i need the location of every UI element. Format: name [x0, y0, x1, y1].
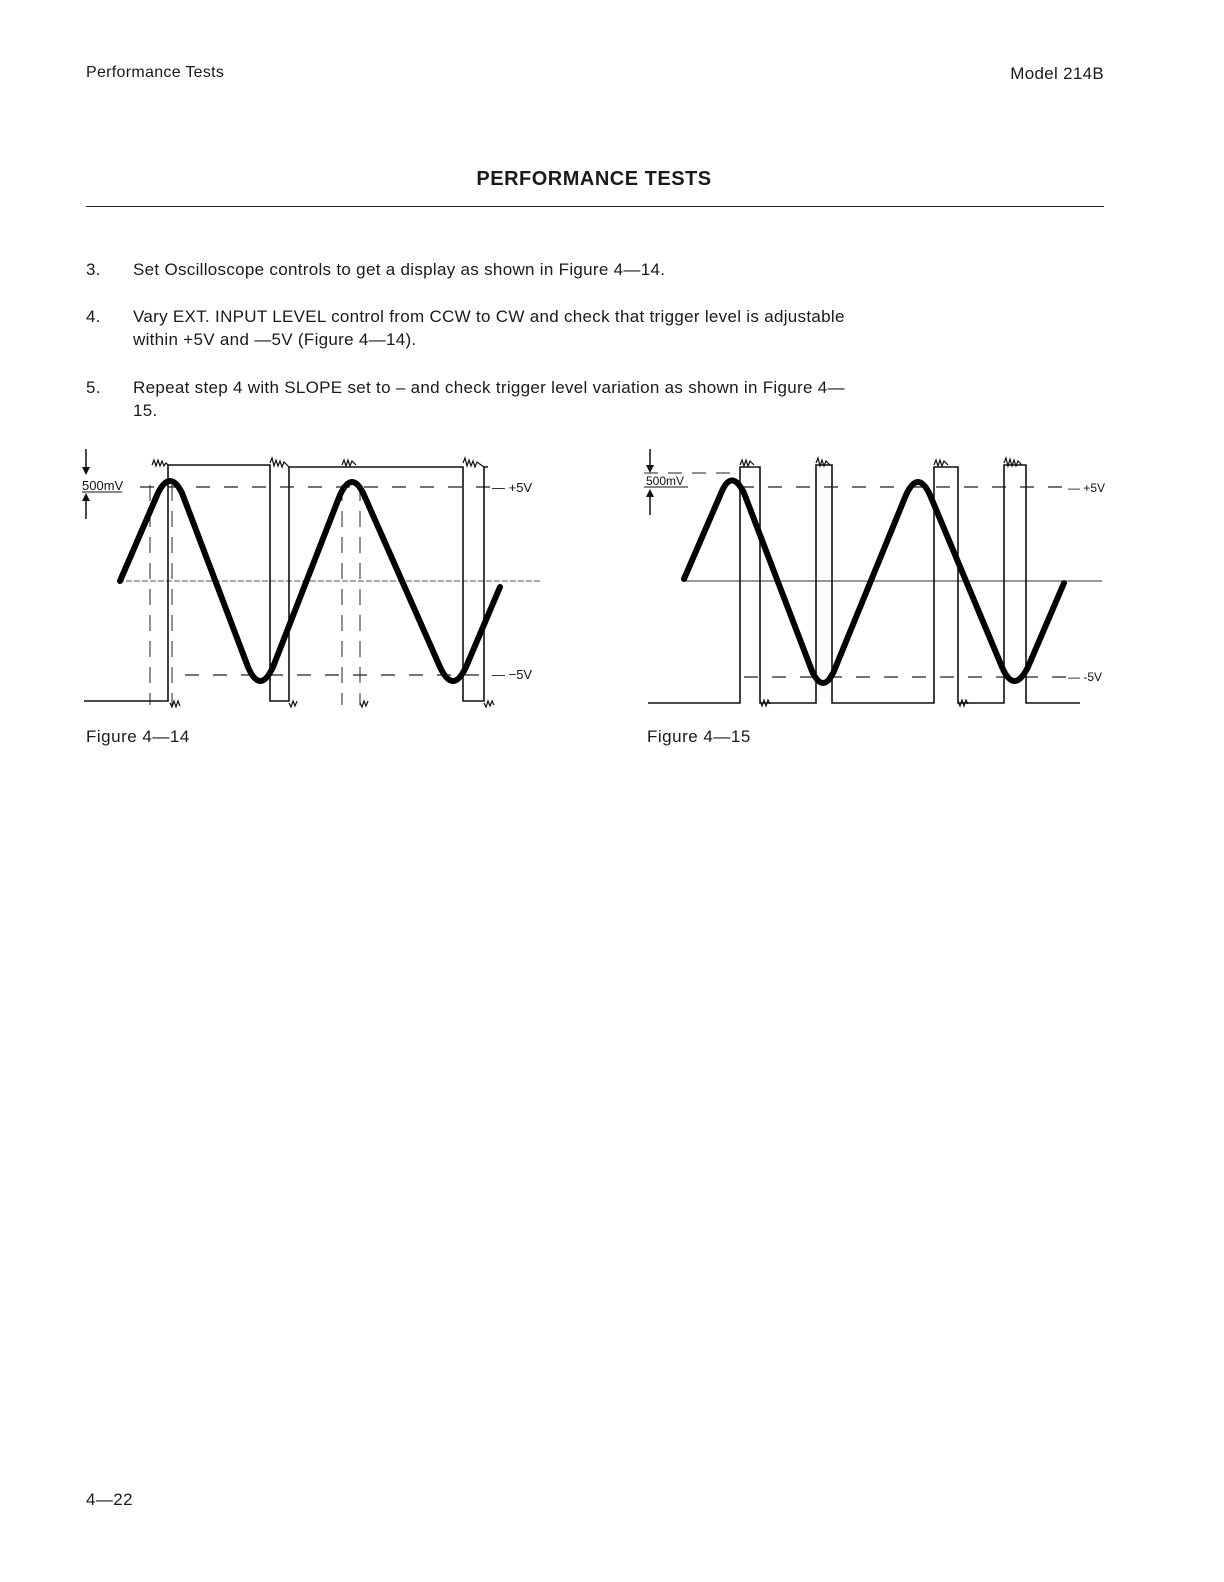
scale-arrow-up-head [82, 493, 90, 501]
page-number: 4—22 [86, 1490, 133, 1509]
figure-caption: Figure 4—14 [86, 727, 190, 746]
scale-label: 500mV [82, 478, 124, 493]
figure-4-14-waveform [80, 445, 550, 720]
scale-arrow-down-head [646, 465, 654, 473]
step-number: 5. [86, 378, 101, 397]
gate-jitter [289, 701, 297, 707]
page-title: PERFORMANCE TESTS [476, 168, 712, 190]
scale-label: 500mV [646, 474, 685, 488]
scale-arrow-up-head [646, 489, 654, 497]
gate-jitter [152, 460, 168, 466]
gate-jitter [484, 701, 494, 707]
scale-arrow-down-head [82, 467, 90, 475]
lower-level-label: — −5V [492, 667, 533, 682]
figure-4-14 [80, 445, 550, 720]
gate-jitter [360, 701, 368, 707]
gate-jitter [463, 458, 484, 467]
step-number: 4. [86, 307, 101, 326]
gate-trace [648, 465, 1080, 703]
gate-jitter [740, 460, 754, 466]
title-rule [86, 206, 1104, 207]
gate-trace [84, 465, 488, 701]
upper-level-label: — +5V [1068, 481, 1106, 495]
figure-4-15 [640, 445, 1110, 720]
gate-jitter [342, 460, 356, 466]
running-head-section: Performance Tests [86, 64, 225, 81]
gate-jitter [270, 458, 289, 467]
step-text: Vary EXT. INPUT LEVEL control from CCW to CW and check that trigger level is adjustable within +5V and —5V (Figure 4—14). [133, 307, 845, 349]
upper-level-label: — +5V [492, 480, 533, 495]
figure-caption: Figure 4—15 [647, 727, 751, 746]
signal-trace [684, 480, 1064, 683]
step-text: Repeat step 4 with SLOPE set to – and check trigger level variation as shown in Figure 4—15. [133, 378, 845, 420]
step-text: Set Oscilloscope controls to get a display as shown in Figure 4—14. [133, 260, 666, 279]
figure-4-15-waveform [640, 445, 1110, 720]
step-number: 3. [86, 260, 101, 279]
running-head-model: Model 214B [1010, 64, 1104, 83]
lower-level-label: — -5V [1068, 670, 1103, 684]
gate-jitter [934, 460, 948, 466]
